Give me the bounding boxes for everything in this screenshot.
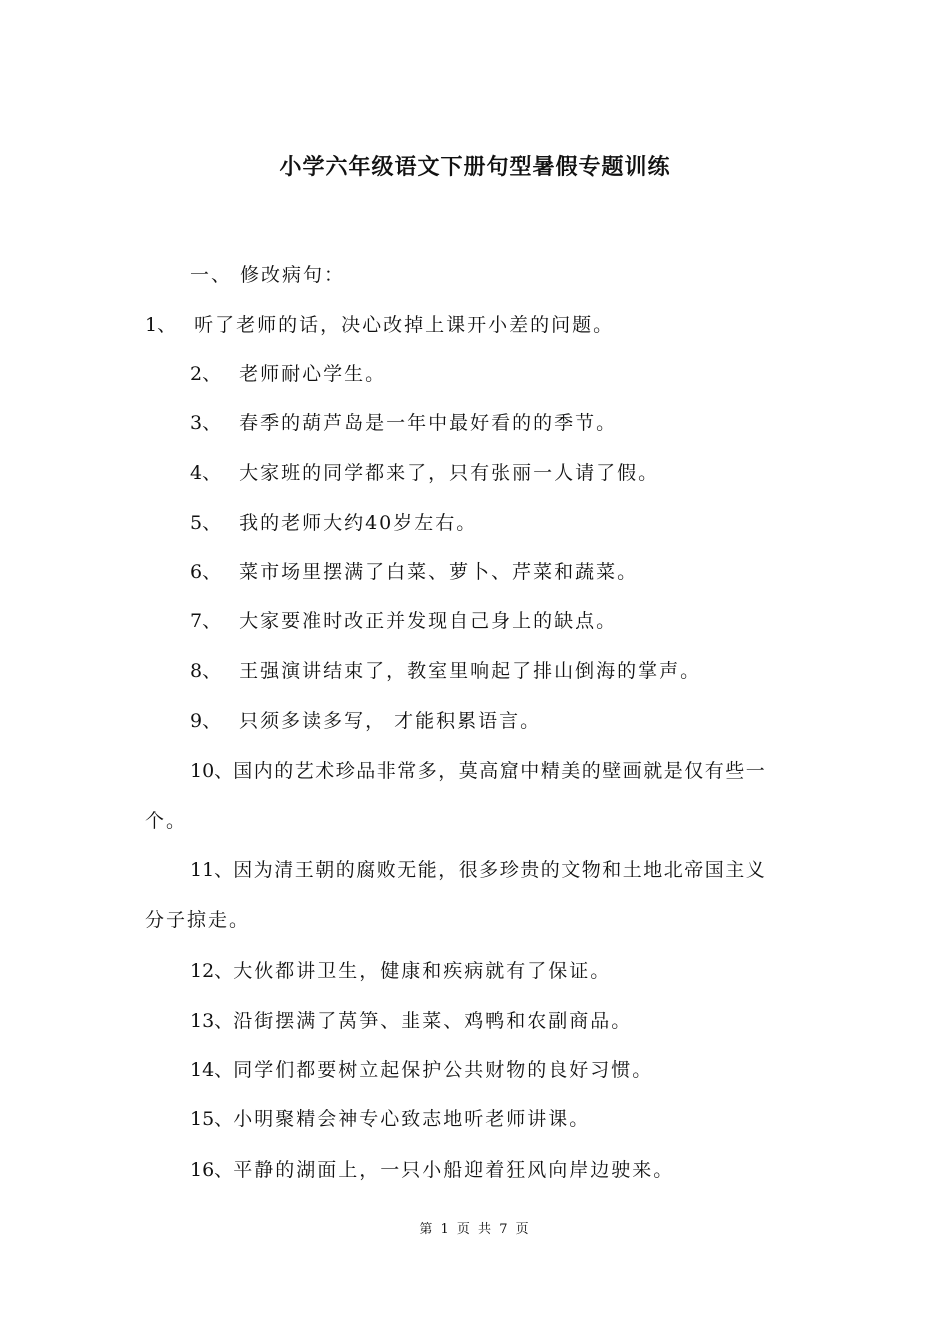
item-number: 11、 <box>190 859 234 881</box>
list-item <box>190 408 617 435</box>
item-text: 同学们都要树立起保护公共财物的良好习惯。 <box>233 1059 654 1081</box>
item-number: 4、 <box>190 462 222 484</box>
item-number: 8、 <box>190 660 222 682</box>
item-number: 12、 <box>190 960 234 982</box>
item-text: 大家班的同学都来了，只有张丽一人请了假。 <box>239 462 660 484</box>
list-item <box>190 458 659 485</box>
item-text: 大家要准时改正并发现自己身上的缺点。 <box>239 610 618 632</box>
item-text: 老师耐心学生。 <box>239 363 387 385</box>
item-number: 7、 <box>190 610 222 632</box>
list-item <box>190 855 766 882</box>
item-number: 14、 <box>190 1059 234 1081</box>
section-heading: 一、 修改病句： <box>190 264 346 286</box>
item-number: 16、 <box>190 1159 234 1181</box>
item-number: 9、 <box>190 710 222 732</box>
item-number: 10、 <box>190 760 234 782</box>
item-text: 国内的艺术珍品非常多，莫高窟中精美的壁画就是仅有些一 <box>233 760 767 782</box>
list-item <box>145 310 614 337</box>
item-continuation: 分子掠走。 <box>145 909 251 931</box>
item-text: 我的老师大约40岁左右。 <box>239 512 478 534</box>
item-text: 听了老师的话，决心改掉上课开小差的问题。 <box>194 314 615 336</box>
list-item <box>190 508 477 535</box>
list-item <box>190 1055 653 1082</box>
item-text: 小明聚精会神专心致志地听老师讲课。 <box>233 1108 591 1130</box>
list-item <box>190 606 617 633</box>
page-footer: 第 1 页 共 7 页 <box>419 1222 531 1237</box>
item-number: 3、 <box>190 412 222 434</box>
list-item <box>190 956 611 983</box>
list-item <box>190 756 766 783</box>
item-text: 春季的葫芦岛是一年中最好看的的季节。 <box>239 412 618 434</box>
item-text: 大伙都讲卫生，健康和疾病就有了保证。 <box>233 960 612 982</box>
document-title: 小学六年级语文下册句型暑假专题训练 <box>279 154 671 180</box>
item-continuation: 个。 <box>145 810 188 832</box>
item-text: 菜市场里摆满了白菜、萝卜、芹菜和蔬菜。 <box>239 561 639 583</box>
item-number: 1、 <box>145 314 177 336</box>
list-item <box>190 557 638 584</box>
list-item <box>190 359 386 386</box>
item-text: 沿街摆满了莴笋、韭菜、鸡鸭和农副商品。 <box>233 1010 633 1032</box>
list-item <box>190 656 701 683</box>
item-number: 6、 <box>190 561 222 583</box>
item-number: 15、 <box>190 1108 234 1130</box>
list-item <box>190 1155 674 1182</box>
list-item <box>190 706 541 733</box>
item-text: 平静的湖面上，一只小船迎着狂风向岸边驶来。 <box>233 1159 675 1181</box>
item-number: 13、 <box>190 1010 234 1032</box>
item-text: 因为清王朝的腐败无能，很多珍贵的文物和土地北帝国主义 <box>233 859 767 881</box>
item-text: 王强演讲结束了，教室里响起了排山倒海的掌声。 <box>239 660 702 682</box>
list-item <box>190 1006 632 1033</box>
item-number: 2、 <box>190 363 222 385</box>
item-text: 只须多读多写， 才能积累语言。 <box>239 710 542 732</box>
list-item <box>190 1104 590 1131</box>
item-number: 5、 <box>190 512 222 534</box>
